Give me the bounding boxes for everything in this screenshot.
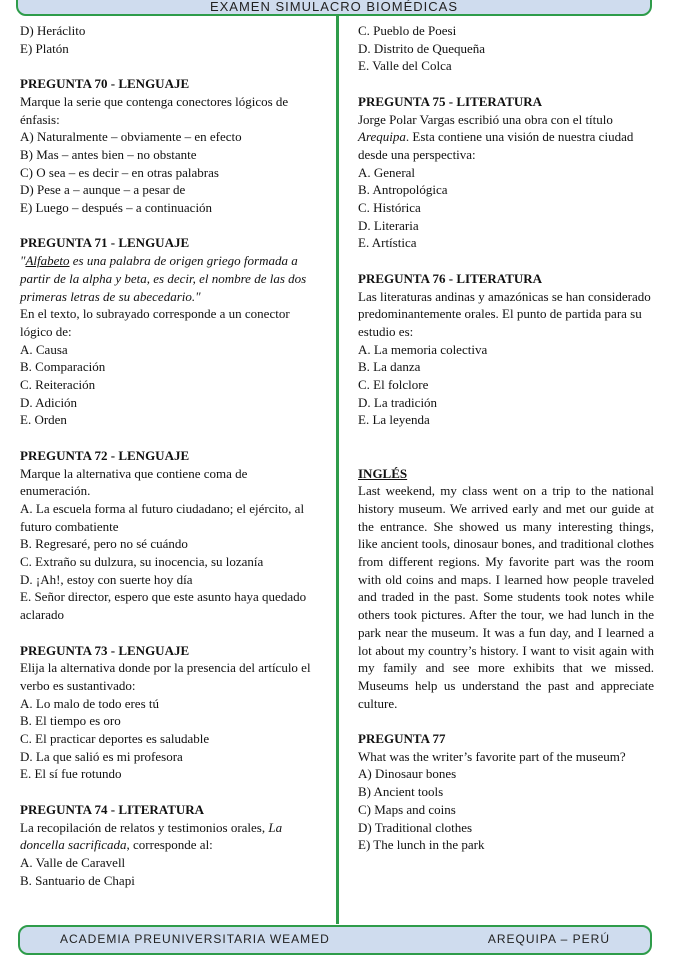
question-stem: Elija la alternativa donde por la presencia del artículo el verbo es sustantivado: xyxy=(20,660,311,693)
column-divider xyxy=(336,14,339,924)
option: D. Adición xyxy=(20,394,78,410)
question-title: PREGUNTA 73 - LENGUAJE xyxy=(20,642,190,658)
option: A. Lo malo de todo eres tú xyxy=(20,695,159,711)
question-title: PREGUNTA 72 - LENGUAJE xyxy=(20,447,190,463)
question-title: PREGUNTA 70 - LENGUAJE xyxy=(20,76,190,92)
right-column xyxy=(358,22,654,854)
question-75 xyxy=(358,93,654,252)
option: E. El sí fue rotundo xyxy=(20,766,122,782)
option: E. Artística xyxy=(358,235,417,251)
option: D. La tradición xyxy=(358,394,438,410)
option: B) Ancient tools xyxy=(358,784,444,800)
option: D) Traditional clothes xyxy=(358,819,473,835)
question-title: PREGUNTA 75 - LITERATURA xyxy=(358,93,543,109)
option: D. ¡Ah!, estoy con suerte hoy día xyxy=(20,571,193,587)
option: B. Santuario de Chapi xyxy=(20,872,135,888)
section-title: INGLÉS xyxy=(358,465,408,481)
option: B. La danza xyxy=(358,359,421,375)
option: A. General xyxy=(358,164,416,180)
option: B. Antropológica xyxy=(358,182,448,198)
option: B. El tiempo es oro xyxy=(20,713,121,729)
question-title: PREGUNTA 76 - LITERATURA xyxy=(358,270,543,286)
option: D. Literaria xyxy=(358,217,419,233)
question-stem: Marque la alternativa que contiene coma de enumeración. xyxy=(20,465,248,499)
exam-header xyxy=(16,0,652,16)
question-71 xyxy=(20,234,320,429)
left-column xyxy=(20,22,320,889)
option: B. Regresaré, pero no sé cuándo xyxy=(20,536,188,552)
question-74 xyxy=(20,801,320,890)
exam-footer xyxy=(18,925,652,955)
option: C. El folclore xyxy=(358,377,429,393)
option: A. Valle de Caravell xyxy=(20,854,126,870)
option: D) Heráclito xyxy=(20,23,86,38)
question-stem: Las literaturas andinas y amazónicas se han considerado predominantemente orales. El punto de partida para su estudio es: xyxy=(358,288,651,339)
option: E) The lunch in the park xyxy=(358,837,485,853)
option: E. Orden xyxy=(20,412,67,428)
reading-passage: Last weekend, my class went on a trip to the national history museum. We arrived early and met our guide at the entrance. She showed us many interesting things, like ancient tools, dinosaur bones, and traditional clothes from different regions. My favorite part was the room with old coins and maps. I learned how people traveled and traded in the past. Some students took notes while others took pictures. After the tour, we had lunch in the park near the museum. It was a fun day, and I learned a lot about my country’s history. I want to visit again with my family and see more exhibits that we missed. Museums help us understand the past and appreciate culture. xyxy=(358,483,654,711)
question-stem: En el texto, lo subrayado corresponde a un conector lógico de: xyxy=(20,306,290,339)
question-stem: What was the writer’s favorite part of the museum? xyxy=(358,748,626,764)
question-73 xyxy=(20,642,320,784)
question-title: PREGUNTA 74 - LITERATURA xyxy=(20,801,205,817)
question-stem: Jorge Polar Vargas escribió una obra con el título Arequipa. Esta contiene una visión de nuestra ciudad desde una perspectiva: xyxy=(358,111,634,162)
option: B) Mas – antes bien – no obstante xyxy=(20,146,197,162)
question-76 xyxy=(358,270,654,429)
footer-location: AREQUIPA – PERÚ xyxy=(487,932,610,946)
option: C. Histórica xyxy=(358,200,421,216)
option: E. La leyenda xyxy=(358,412,430,428)
exam-title: EXAMEN SIMULACRO BIOMÉDICAS xyxy=(209,0,459,14)
option: D) Pese a – aunque – a pesar de xyxy=(20,182,186,198)
quote-text: "Alfabeto es una palabra de origen griego formada a partir de la alpha y beta, es decir, el nombre de las dos primeras letras de su abecedario." xyxy=(20,253,307,304)
option: D. Distrito de Quequeña xyxy=(358,40,486,56)
question-72 xyxy=(20,447,320,624)
option: B. Comparación xyxy=(20,359,106,375)
option: C. Pueblo de Poesi xyxy=(358,23,457,38)
option: D. La que salió es mi profesora xyxy=(20,748,183,764)
option: A) Dinosaur bones xyxy=(358,766,457,782)
question-title: PREGUNTA 77 xyxy=(358,731,446,747)
option: A. Causa xyxy=(20,341,68,357)
option: C. Reiteración xyxy=(20,377,96,393)
option: E) Platón xyxy=(20,40,69,56)
option: E) Luego – después – a continuación xyxy=(20,200,213,216)
option: A. La escuela forma al futuro ciudadano; el ejército, al futuro combatiente xyxy=(20,500,305,534)
question-stem: Marque la serie que contenga conectores lógicos de énfasis: xyxy=(20,93,289,127)
option: C. Extraño su dulzura, su inocencia, su lozanía xyxy=(20,554,264,570)
underlined-word: Alfabeto xyxy=(25,253,70,269)
option: E. Señor director, espero que este asunto haya quedado aclarado xyxy=(20,589,307,623)
option: C) Maps and coins xyxy=(358,801,456,817)
option: C) O sea – es decir – en otras palabras xyxy=(20,164,219,180)
option: A. La memoria colectiva xyxy=(358,341,488,357)
english-section xyxy=(358,465,654,713)
question-title: PREGUNTA 71 - LENGUAJE xyxy=(20,235,190,251)
option: A) Naturalmente – obviamente – en efecto xyxy=(20,129,242,145)
option: E. Valle del Colca xyxy=(358,58,452,74)
question-stem: La recopilación de relatos y testimonios orales, La doncella sacrificada, corresponde al: xyxy=(20,819,283,853)
question-70 xyxy=(20,75,320,217)
footer-academy: ACADEMIA PREUNIVERSITARIA WEAMED xyxy=(60,932,330,946)
question-77 xyxy=(358,730,654,854)
option: C. El practicar deportes es saludable xyxy=(20,731,210,747)
